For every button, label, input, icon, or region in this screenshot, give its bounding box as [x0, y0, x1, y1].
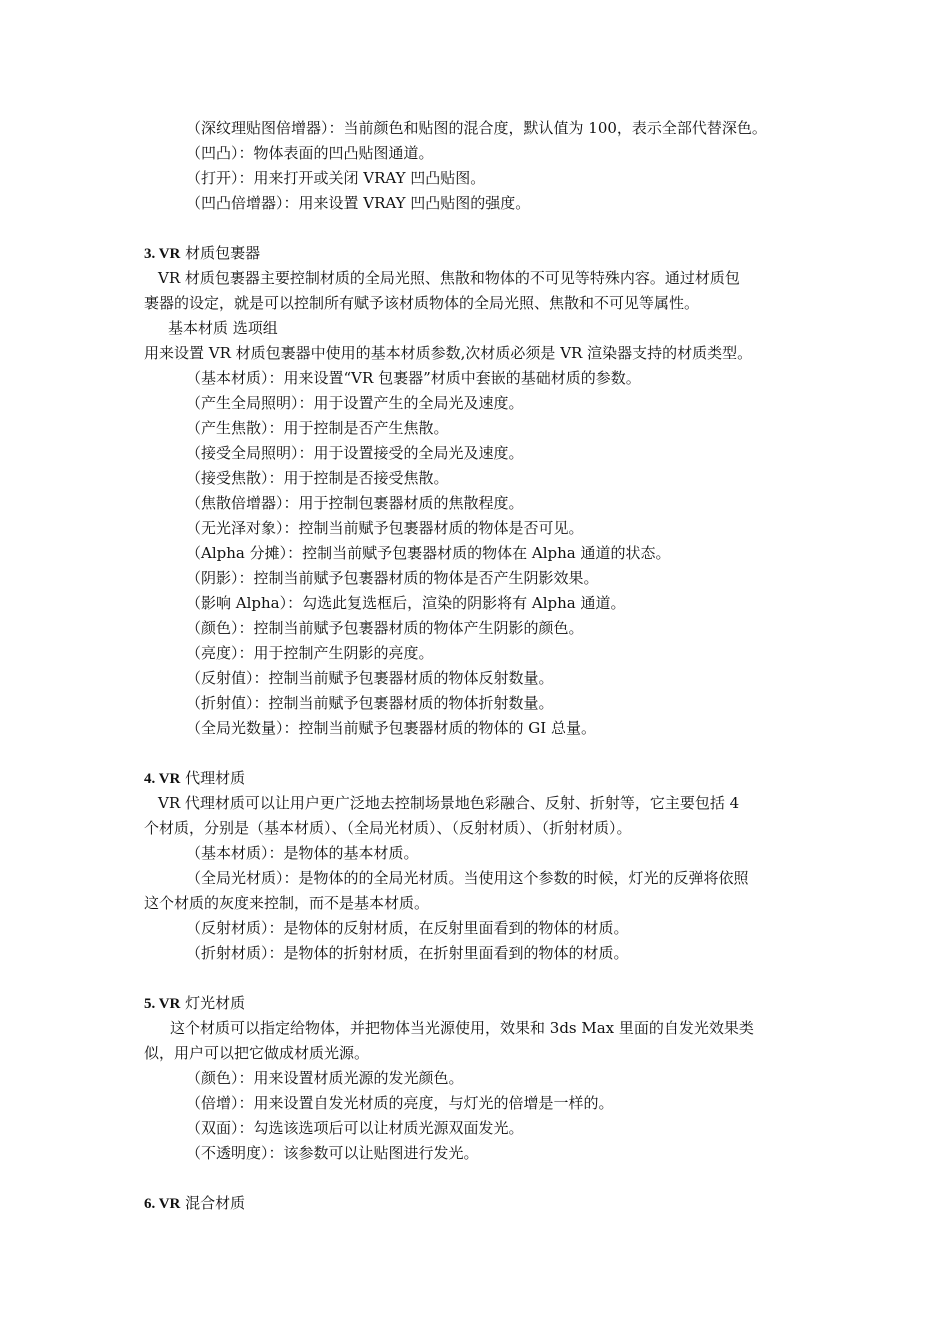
- text-line: （凹凸倍增器）：用来设置 VRAY 凹凸贴图的强度。: [186, 194, 531, 212]
- text-line: （阴影）：控制当前赋予包裹器材质的物体是否产生阴影效果。: [186, 569, 599, 587]
- paragraph-line: VR 材质包裹器主要控制材质的全局光照、焦散和物体的不可见等特殊内容。通过材质包: [158, 269, 740, 287]
- text-line: （反射值）：控制当前赋予包裹器材质的物体反射数量。: [186, 669, 554, 687]
- section-title: 材质包裹器: [180, 244, 261, 262]
- section-heading-4: [144, 766, 245, 791]
- text-line: （打开）：用来打开或关闭 VRAY 凹凸贴图。: [186, 169, 486, 187]
- paragraph-line: VR 代理材质可以让用户更广泛地去控制场景地色彩融合、反射、折射等，它主要包括 4: [158, 794, 740, 812]
- text-line: （不透明度）：该参数可以让贴图进行发光。: [186, 1144, 479, 1162]
- text-line: （产生全局照明）：用于设置产生的全局光及速度。: [186, 394, 524, 412]
- text-line: （全局光数量）：控制当前赋予包裹器材质的物体的 GI 总量。: [186, 719, 596, 737]
- text-line: （基本材质）：是物体的基本材质。: [186, 844, 419, 862]
- text-line: （颜色）：用来设置材质光源的发光颜色。: [186, 1069, 464, 1087]
- subheading: 基本材质 选项组: [168, 319, 278, 337]
- text-line: （全局光材质）：是物体的的全局光材质。当使用这个参数的时候，灯光的反弹将依照: [186, 869, 749, 887]
- text-line: （焦散倍增器）：用于控制包裹器材质的焦散程度。: [186, 494, 524, 512]
- text-line: （影响 Alpha）：勾选此复选框后，渲染的阴影将有 Alpha 通道。: [186, 594, 626, 612]
- text-line: （反射材质）：是物体的反射材质，在反射里面看到的物体的材质。: [186, 919, 629, 937]
- text-line: （亮度）：用于控制产生阴影的亮度。: [186, 644, 434, 662]
- section-heading-5: [144, 991, 245, 1016]
- paragraph-line: 用来设置 VR 材质包裹器中使用的基本材质参数,次材质必须是 VR 渲染器支持的材质类型。: [144, 344, 753, 362]
- text-line: （折射材质）：是物体的折射材质，在折射里面看到的物体的材质。: [186, 944, 629, 962]
- text-line: （双面）：勾选该选项后可以让材质光源双面发光。: [186, 1119, 524, 1137]
- section-heading-6: [144, 1191, 245, 1216]
- section-title: 代理材质: [180, 769, 246, 787]
- text-line: （深纹理贴图倍增器）：当前颜色和贴图的混合度，默认值为 100，表示全部代替深色。: [186, 119, 767, 137]
- paragraph-line: 这个材质的灰度来控制，而不是基本材质。: [144, 894, 430, 912]
- text-line: （无光泽对象）：控制当前赋予包裹器材质的物体是否可见。: [186, 519, 584, 537]
- section-number: 5. VR: [144, 996, 181, 1012]
- text-line: （接受全局照明）：用于设置接受的全局光及速度。: [186, 444, 524, 462]
- text-line: （折射值）：控制当前赋予包裹器材质的物体折射数量。: [186, 694, 554, 712]
- section-number: 3. VR: [144, 246, 181, 262]
- text-line: （倍增）：用来设置自发光材质的亮度，与灯光的倍增是一样的。: [186, 1094, 614, 1112]
- text-line: （Alpha 分摊）：控制当前赋予包裹器材质的物体在 Alpha 通道的状态。: [186, 544, 671, 562]
- text-line: （颜色）：控制当前赋予包裹器材质的物体产生阴影的颜色。: [186, 619, 584, 637]
- paragraph-line: 个材质，分别是（基本材质）、（全局光材质）、（反射材质）、（折射材质）。: [144, 819, 632, 837]
- section-title: 灯光材质: [180, 994, 246, 1012]
- text-line: （基本材质）：用来设置“VR 包裹器”材质中套嵌的基础材质的参数。: [186, 369, 641, 387]
- section-title: 混合材质: [180, 1194, 246, 1212]
- section-heading-3: [144, 241, 260, 266]
- text-line: （接受焦散）：用于控制是否接受焦散。: [186, 469, 449, 487]
- text-line: （产生焦散）：用于控制是否产生焦散。: [186, 419, 449, 437]
- paragraph-line: 裹器的设定，就是可以控制所有赋予该材质物体的全局光照、焦散和不可见等属性。: [144, 294, 700, 312]
- text-line: （凹凸）：物体表面的凹凸贴图通道。: [186, 144, 434, 162]
- paragraph-line: 似，用户可以把它做成材质光源。: [144, 1044, 370, 1062]
- paragraph-line: 这个材质可以指定给物体，并把物体当光源使用，效果和 3ds Max 里面的自发光效果类: [170, 1019, 754, 1037]
- section-number: 4. VR: [144, 771, 181, 787]
- section-number: 6. VR: [144, 1196, 181, 1212]
